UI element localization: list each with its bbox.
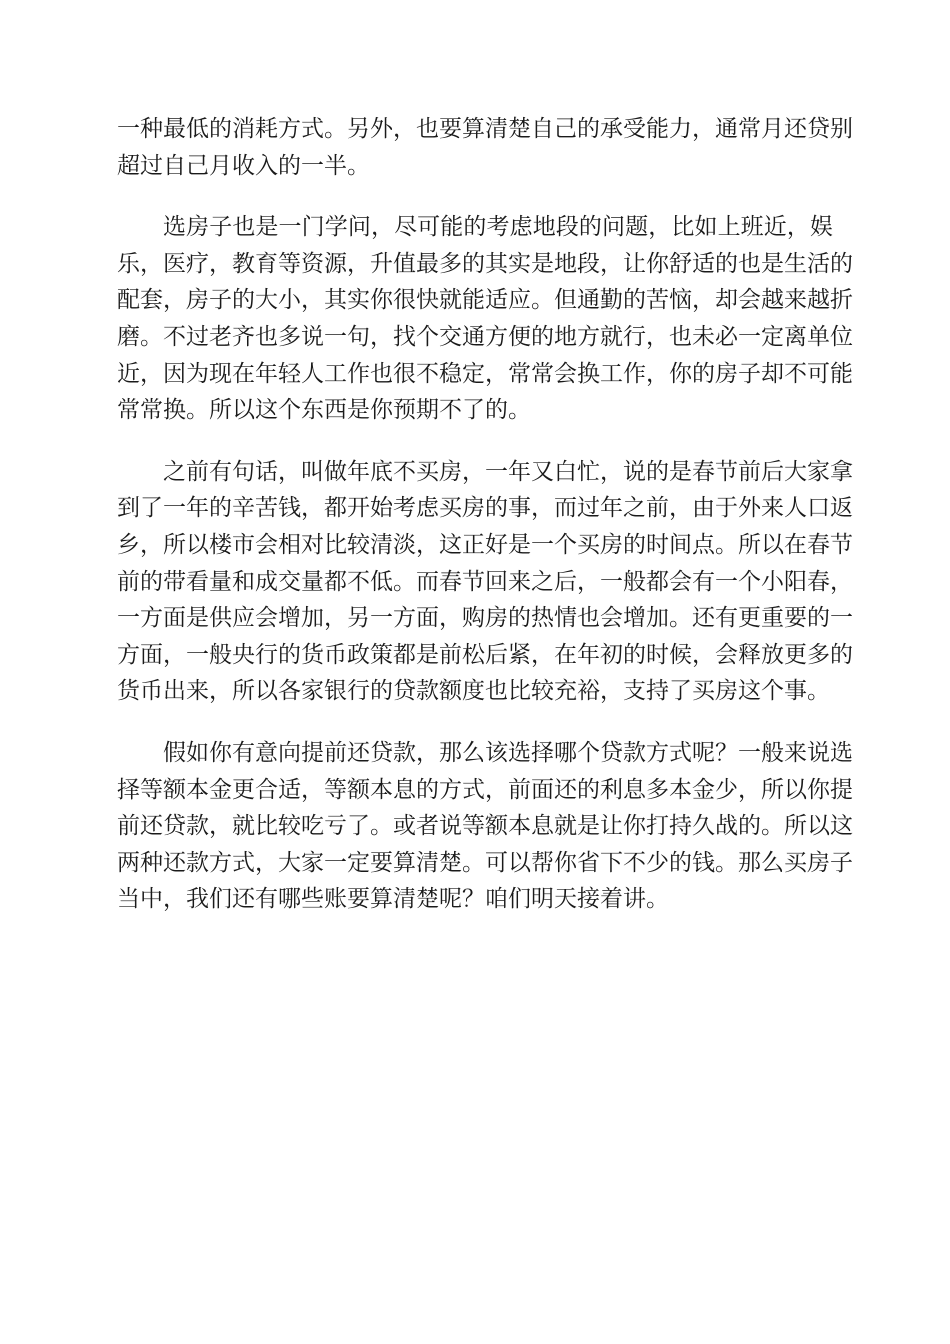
text-line: 磨。不过老齐也多说一句，找个交通方便的地方就行，也未必一定离单位 bbox=[117, 323, 853, 350]
text-line: 到了一年的辛苦钱，都开始考虑买房的事，而过年之前，由于外来人口返 bbox=[117, 495, 853, 522]
paragraph-1 bbox=[117, 111, 853, 184]
text-line: 近，因为现在年轻人工作也很不稳定，常常会换工作，你的房子却不可能 bbox=[117, 360, 853, 387]
document-body bbox=[117, 111, 853, 943]
paragraph-2 bbox=[117, 209, 853, 429]
text-line: 乡，所以楼市会相对比较清淡，这正好是一个买房的时间点。所以在春节 bbox=[117, 531, 853, 558]
text-line: 货币出来，所以各家银行的贷款额度也比较充裕，支持了买房这个事。 bbox=[117, 678, 830, 705]
paragraph-3 bbox=[117, 454, 853, 710]
text-line: 一方面是供应会增加，另一方面，购房的热情也会增加。还有更重要的一 bbox=[117, 605, 853, 632]
text-line: 前还贷款，就比较吃亏了。或者说等额本息就是让你打持久战的。所以这 bbox=[117, 813, 853, 840]
text-line: 超过自己月收入的一半。 bbox=[117, 152, 370, 179]
text-line: 选房子也是一门学问，尽可能的考虑地段的问题，比如上班近，娱 bbox=[163, 214, 833, 241]
text-line: 择等额本金更合适，等额本息的方式，前面还的利息多本金少，所以你提 bbox=[117, 776, 853, 803]
text-line: 假如你有意向提前还贷款，那么该选择哪个贷款方式呢？一般来说选 bbox=[163, 739, 853, 766]
text-line: 当中，我们还有哪些账要算清楚呢？咱们明天接着讲。 bbox=[117, 886, 669, 913]
text-line: 之前有句话，叫做年底不买房，一年又白忙，说的是春节前后大家拿 bbox=[163, 458, 853, 485]
text-line: 常常换。所以这个东西是你预期不了的。 bbox=[117, 397, 531, 424]
text-line: 方面，一般央行的货币政策都是前松后紧，在年初的时候，会释放更多的 bbox=[117, 641, 853, 668]
text-line: 乐，医疗，教育等资源，升值最多的其实是地段，让你舒适的也是生活的 bbox=[117, 250, 853, 277]
text-line: 前的带看量和成交量都不低。而春节回来之后，一般都会有一个小阳春， bbox=[117, 568, 853, 595]
text-line: 配套，房子的大小，其实你很快就能适应。但通勤的苦恼，却会越来越折 bbox=[117, 287, 853, 314]
text-line: 两种还款方式，大家一定要算清楚。可以帮你省下不少的钱。那么买房子 bbox=[117, 849, 853, 876]
paragraph-4 bbox=[117, 735, 853, 918]
text-line: 一种最低的消耗方式。另外，也要算清楚自己的承受能力，通常月还贷别 bbox=[117, 116, 853, 142]
